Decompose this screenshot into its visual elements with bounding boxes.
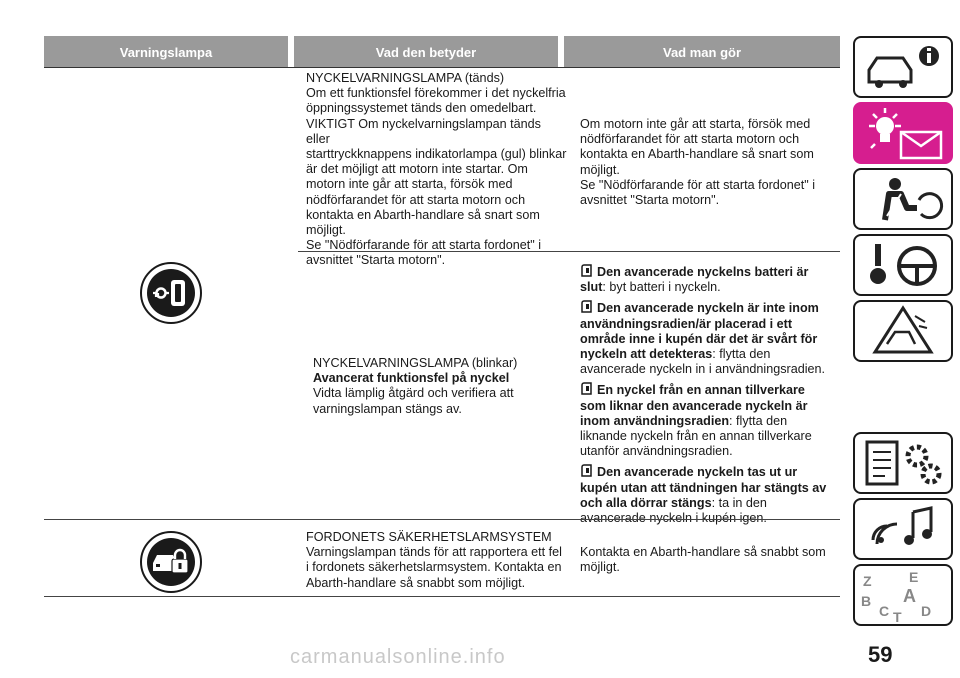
row3-action [580,545,838,575]
text-line: Om motorn inte går att starta, försök med [580,117,811,131]
text-line: nödförfarandet för att starta motorn och [306,192,526,207]
key-warning-icon [140,262,202,324]
text-bold: inom användningsradien [580,413,730,428]
svg-text:D: D [921,603,932,619]
emergency-icon [855,302,951,360]
page-number: 59 [868,642,893,667]
text-line: möjligt. [580,162,620,177]
text-line: Abarth-handlare så snabbt som möjligt. [306,575,526,590]
row2-meaning [313,356,563,417]
svg-text:Z: Z [863,573,872,589]
text-line: Varningslampan tänds för att rapportera ett fel [306,545,562,560]
maintenance-icon [855,434,951,492]
key-bullet-icon [580,264,593,277]
multimedia-icon [855,500,951,558]
tab-index[interactable] [853,564,953,626]
text-bold: En nyckel från en annan tillverkare [597,383,805,398]
text-line: varningslampan stängs av. [313,401,462,416]
text: utanför användningsradien. [580,444,733,459]
warning-lights-table [44,36,840,68]
starting-driving-icon [855,236,951,294]
text-bold: som liknar den avancerade nyckeln är [580,398,808,413]
list-item [580,464,840,526]
text-line: avsnittet "Starta motorn". [580,193,720,208]
tab-warning-lights[interactable] [853,102,953,164]
warning-light-message-icon [855,104,951,162]
text-line: VIKTIGT Om nyckelvarningslampan tänds eller [306,116,541,146]
tab-multimedia[interactable] [853,498,953,560]
table-header [44,36,840,68]
header-rule [44,67,840,68]
text-bold: och alla dörrar stängs [580,495,712,510]
text-line: möjligt. [580,560,620,575]
text-bold: Den avancerade nyckelns batteri är [597,265,809,279]
svg-text:E: E [909,569,919,585]
text-line: Kontakta en Abarth-handlare så snabbt som [580,545,826,559]
text-line: motorn inte går att starta, försök med [306,177,513,192]
index-icon [855,566,951,624]
safety-seatbelt-icon [855,170,951,228]
row-divider [44,596,840,597]
header-varningslampa: Varningslampa [44,36,288,68]
svg-text:T: T [893,609,902,624]
header-vad-man-gor: Vad man gör [564,36,840,68]
text-bold: nyckeln att detekteras [580,347,713,362]
text: : ta in den [711,495,767,510]
text: : flytta den [712,347,771,362]
text-line: öppningssystemet tänds den omedelbart. [306,101,537,116]
key-bullet-icon [580,300,593,313]
text-line: i fordonets säkerhetslarmsystem. Kontakta en [306,560,562,575]
text-bold: slut [580,280,603,295]
tab-maintenance[interactable] [853,432,953,494]
row3-meaning [306,530,568,591]
text-line: avsnittet "Starta motorn". [306,253,446,268]
text-line: NYCKELVARNINGSLAMPA (tänds) [306,71,505,85]
text-line: Se "Nödförfarande för att starta fordonet" i [306,238,542,253]
key-bullet-icon [580,464,593,477]
text-line: FORDONETS SÄKERHETSLARMSYSTEM [306,530,552,544]
text: liknande nyckeln från en annan tillverkare [580,429,812,444]
text-bold: område inne i kupén där det är svårt för [580,331,818,346]
text-line: nödförfarandet för att starta motorn och [580,132,800,147]
text-line: kontakta en Abarth-handlare så snart som [306,207,540,222]
row2-actions [580,264,840,529]
text: avancerade nyckeln in i användningsradien. [580,362,826,377]
text-bold: användningsradien/är placerad i ett [580,316,793,331]
svg-text:C: C [879,603,890,619]
list-item [580,300,840,377]
text-bold: Den avancerade nyckeln tas ut ur [597,465,798,480]
row-divider [298,251,840,252]
svg-text:A: A [903,586,916,606]
text-line: Om ett funktionsfel förekommer i det nyckelfria [306,86,566,101]
header-vad-den-betyder: Vad den betyder [294,36,558,68]
watermark: carmanualsonline.info [290,646,506,668]
row1-action [580,117,838,208]
row1-meaning [306,71,568,269]
text: : flytta den [729,413,788,428]
row-divider [44,519,840,520]
key-bullet-icon [580,382,593,395]
text-line: Vidta lämplig åtgärd och verifiera att [313,386,514,401]
tab-car-info[interactable] [853,36,953,98]
text: avancerade nyckeln i kupén igen. [580,511,767,526]
text-line: NYCKELVARNINGSLAMPA (blinkar) [313,356,518,370]
list-item [580,382,840,459]
list-item [580,264,840,295]
tab-starting-driving[interactable] [853,234,953,296]
svg-text:B: B [861,593,872,609]
text-line: kontakta en Abarth-handlare så snart som [580,147,814,162]
text-line: starttryckknappens indikatorlampa (gul) blinkar [306,147,567,162]
tab-safety[interactable] [853,168,953,230]
tab-emergency[interactable] [853,300,953,362]
text-line: möjligt. [306,223,346,238]
text-bold: kupén utan att tändningen har stängts av [580,480,827,495]
text-line: är det möjligt att motorn inte startar. Om [306,162,528,177]
text: : byt batteri i nyckeln. [602,280,721,295]
text-bold: Den avancerade nyckeln är inte inom [597,301,819,316]
text-line-bold: Avancerat funktionsfel på nyckel [313,371,510,386]
car-security-lock-icon [140,531,202,593]
car-info-icon [855,38,951,96]
text-line: Se "Nödförfarande för att starta fordonet" i [580,177,816,192]
